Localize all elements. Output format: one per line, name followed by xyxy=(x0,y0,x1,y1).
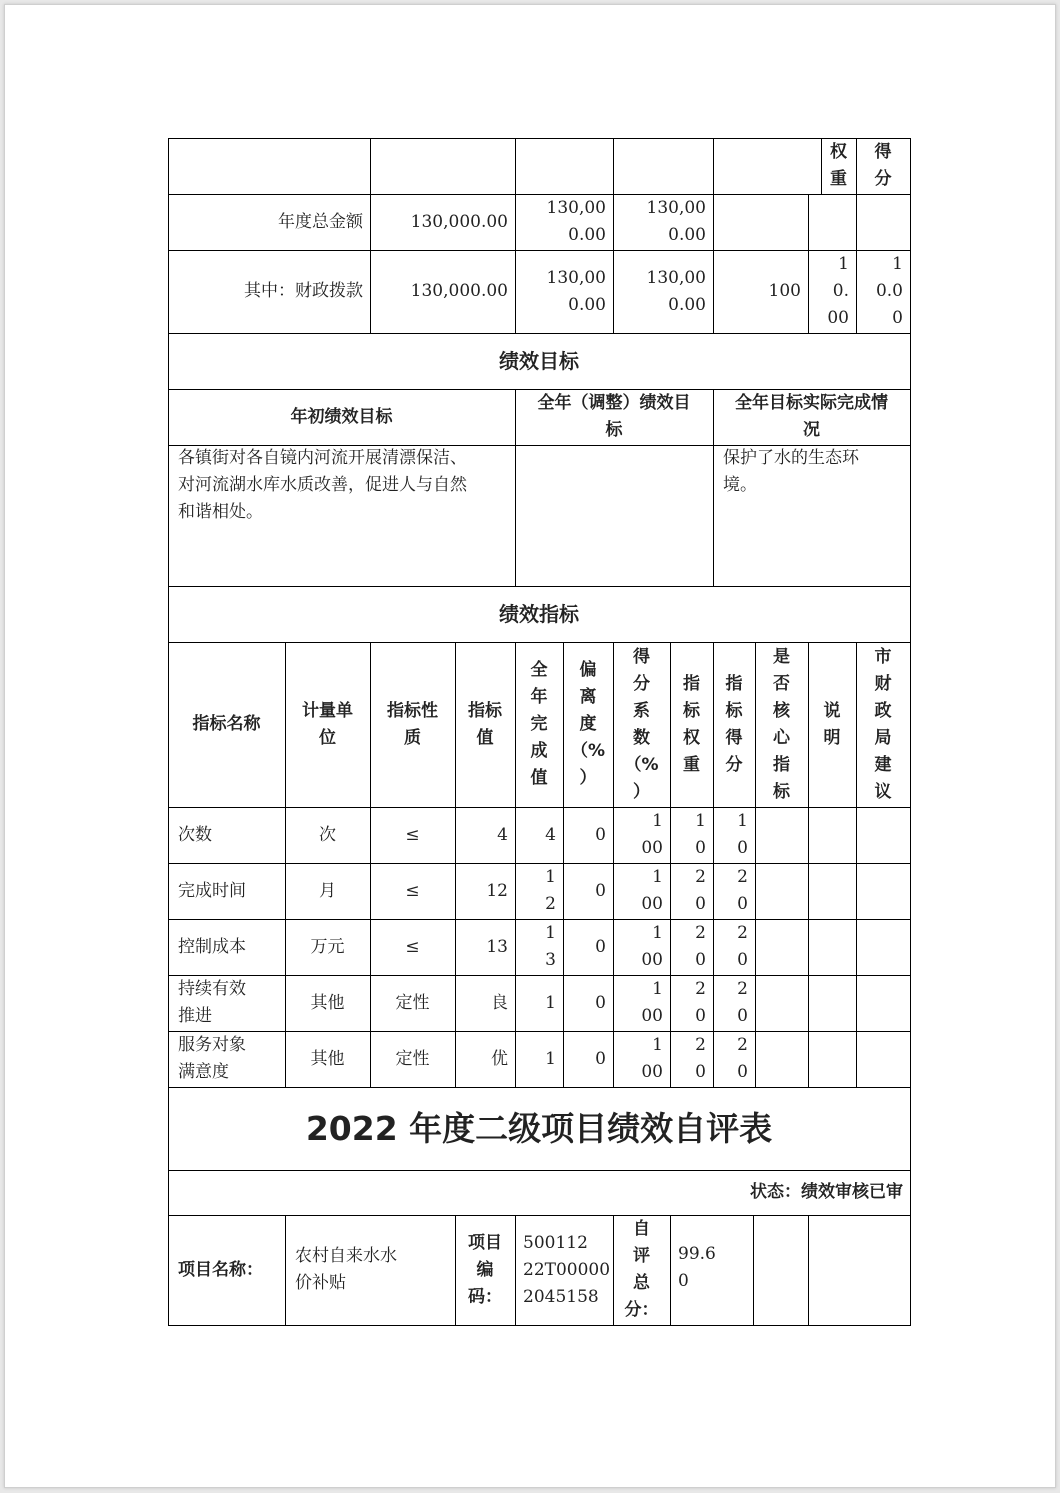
grid-line-horizontal xyxy=(168,975,911,976)
status-badge: 状态：绩效审核已审 xyxy=(750,1182,903,1202)
budget-row-score: 1 0.0 0 xyxy=(875,254,903,328)
indicator-cell-weight: 2 0 xyxy=(695,923,706,970)
indicator-header-score: 指 标 得 分 xyxy=(725,673,743,775)
budget-row-rate xyxy=(713,194,808,250)
grid-line-horizontal xyxy=(168,138,911,139)
indicator-cell-unit: 其他 xyxy=(310,992,345,1013)
grid-line-vertical xyxy=(821,138,822,195)
grid-line-vertical xyxy=(910,138,911,1326)
budget-row-label: 其中：财政拨款 xyxy=(244,281,363,301)
indicator-cell-unit: 月 xyxy=(319,880,336,901)
indicator-cell-score: 2 0 xyxy=(737,1035,748,1082)
indicator-cell-completed: 4 xyxy=(545,824,556,845)
indicator-cell-suggestion xyxy=(856,919,910,975)
self-score-label: 自 评 总 分： xyxy=(624,1219,659,1320)
grid-line-vertical xyxy=(515,194,516,334)
goals-actual-text: 保护了水的生态环 境。 xyxy=(723,448,859,495)
indicator-cell-coefficient: 1 00 xyxy=(641,1035,663,1082)
grid-line-horizontal xyxy=(168,250,911,251)
grid-line-vertical xyxy=(856,138,857,195)
indicator-header-name: 指标名称 xyxy=(192,714,261,734)
indicator-cell-note xyxy=(808,919,856,975)
grid-line-horizontal xyxy=(168,586,911,587)
grid-line-vertical xyxy=(285,1215,286,1326)
document-page xyxy=(4,4,1056,1488)
grid-line-vertical xyxy=(808,194,809,334)
indicator-cell-coefficient: 1 00 xyxy=(641,923,663,970)
grid-line-vertical xyxy=(856,642,857,1088)
goals-initial-text: 各镇街对各自镜内河流开展清漂保洁、 对河流湖水库水质改善，促进人与自然 和谐相处。 xyxy=(178,448,467,522)
grid-line-horizontal xyxy=(168,445,911,446)
indicator-cell-unit: 万元 xyxy=(310,936,345,957)
indicator-cell-unit: 次 xyxy=(319,824,336,845)
grid-line-vertical xyxy=(613,194,614,334)
grid-line-vertical xyxy=(755,642,756,1088)
indicator-cell-value: 12 xyxy=(486,880,508,901)
indicator-cell-nature: 定性 xyxy=(395,992,430,1013)
budget-row-weight: 1 0. 00 xyxy=(827,254,849,328)
grid-line-horizontal xyxy=(168,919,911,920)
budget-row-label: 年度总金额 xyxy=(278,211,363,232)
budget-row-adjusted: 130,00 0.00 xyxy=(546,267,606,315)
indicator-cell-name: 完成时间 xyxy=(178,880,246,901)
budget-row-annual: 130,000.00 xyxy=(410,211,508,232)
budget-row-weight xyxy=(808,194,856,250)
goals-actual-header: 全年目标实际完成情 况 xyxy=(735,393,888,440)
indicator-cell-value: 4 xyxy=(497,824,508,845)
grid-line-vertical xyxy=(370,194,371,334)
indicator-cell-score: 2 0 xyxy=(737,923,748,970)
performance-evaluation-sheet xyxy=(168,138,910,1326)
indicator-cell-weight: 1 0 xyxy=(695,811,706,858)
grid-line-vertical xyxy=(455,1215,456,1326)
indicator-header-weight: 指 标 权 重 xyxy=(683,673,700,775)
budget-row-rate: 100 xyxy=(768,281,801,301)
indicator-cell-completed: 1 3 xyxy=(545,923,556,970)
indicator-cell-deviation: 0 xyxy=(595,1048,606,1069)
indicator-cell-deviation: 0 xyxy=(595,824,606,845)
grid-line-vertical xyxy=(613,1215,614,1326)
indicator-cell-coefficient: 1 00 xyxy=(641,811,663,858)
grid-line-vertical xyxy=(753,1215,754,1326)
grid-line-vertical xyxy=(515,138,516,195)
grid-line-horizontal xyxy=(168,1031,911,1032)
goals-section-title: 绩效目标 xyxy=(499,348,579,373)
grid-line-vertical xyxy=(168,138,169,1326)
grid-line-vertical xyxy=(713,642,714,1088)
budget-score-header: 得 分 xyxy=(874,142,892,189)
indicator-cell-note xyxy=(808,975,856,1031)
indicator-cell-unit: 其他 xyxy=(310,1048,345,1069)
indicator-cell-nature: ≤ xyxy=(405,824,420,845)
indicator-cell-deviation: 0 xyxy=(595,992,606,1013)
indicator-header-core: 是 否 核 心 指 标 xyxy=(773,646,790,802)
indicator-cell-nature: ≤ xyxy=(405,936,420,957)
indicator-cell-note xyxy=(808,1031,856,1087)
indicator-cell-score: 2 0 xyxy=(737,867,748,914)
grid-line-vertical xyxy=(515,389,516,587)
indicator-cell-coefficient: 1 00 xyxy=(641,867,663,914)
indicator-cell-completed: 1 xyxy=(545,992,556,1013)
self-score-value: 99.6 0 xyxy=(678,1244,716,1291)
grid-line-vertical xyxy=(808,1215,809,1326)
indicator-cell-deviation: 0 xyxy=(595,880,606,901)
goals-initial-header: 年初绩效目标 xyxy=(290,406,393,427)
goals-adjusted-text xyxy=(515,445,713,586)
indicator-cell-core xyxy=(755,807,808,863)
indicator-header-deviation: 偏 离 度 （% ） xyxy=(570,660,606,788)
indicator-cell-score: 1 0 xyxy=(737,811,748,858)
indicator-cell-name: 服务对象 满意度 xyxy=(178,1035,246,1082)
grid-line-vertical xyxy=(515,1215,516,1326)
project-name-label: 项目名称： xyxy=(178,1259,263,1280)
indicator-header-value: 指标 值 xyxy=(468,700,502,748)
evaluation-title: 2022 年度二级项目绩效自评表 xyxy=(305,1109,773,1148)
indicator-header-nature: 指标性 质 xyxy=(387,700,438,748)
indicator-header-suggestion: 市 财 政 局 建 议 xyxy=(874,646,892,802)
grid-line-horizontal xyxy=(168,642,911,643)
budget-row-executed: 130,00 0.00 xyxy=(646,267,706,315)
grid-line-vertical xyxy=(670,1215,671,1326)
grid-line-vertical xyxy=(670,642,671,1088)
grid-line-horizontal xyxy=(168,389,911,390)
indicator-cell-nature: ≤ xyxy=(405,880,420,901)
grid-line-vertical xyxy=(713,138,714,195)
indicators-section-title: 绩效指标 xyxy=(499,601,579,626)
indicator-cell-nature: 定性 xyxy=(395,1048,430,1069)
indicator-cell-note xyxy=(808,807,856,863)
indicator-cell-suggestion xyxy=(856,807,910,863)
indicator-cell-deviation: 0 xyxy=(595,936,606,957)
grid-line-vertical xyxy=(455,642,456,1088)
indicator-cell-core xyxy=(755,863,808,919)
indicator-cell-note xyxy=(808,863,856,919)
grid-line-horizontal xyxy=(168,1215,911,1216)
grid-line-vertical xyxy=(856,194,857,334)
budget-row-score xyxy=(856,194,910,250)
indicator-cell-core xyxy=(755,975,808,1031)
grid-line-vertical xyxy=(808,642,809,1088)
grid-line-horizontal xyxy=(168,333,911,334)
indicator-cell-name: 持续有效 推进 xyxy=(178,979,246,1026)
indicator-cell-suggestion xyxy=(856,975,910,1031)
indicator-header-unit: 计量单 位 xyxy=(302,700,353,748)
grid-line-vertical xyxy=(370,642,371,1088)
indicator-header-note: 说 明 xyxy=(823,700,841,748)
grid-line-vertical xyxy=(613,138,614,195)
grid-line-vertical xyxy=(285,642,286,1088)
grid-line-horizontal xyxy=(168,807,911,808)
indicator-cell-weight: 2 0 xyxy=(695,1035,706,1082)
grid-line-vertical xyxy=(563,642,564,1088)
indicator-cell-weight: 2 0 xyxy=(695,979,706,1026)
indicator-cell-suggestion xyxy=(856,863,910,919)
indicator-cell-completed: 1 xyxy=(545,1048,556,1069)
indicator-cell-value: 良 xyxy=(491,992,508,1013)
budget-row-executed: 130,00 0.00 xyxy=(646,198,706,245)
grid-line-vertical xyxy=(370,138,371,195)
project-code-value: 500112 22T00000 2045158 xyxy=(523,1232,611,1307)
indicator-cell-core xyxy=(755,1031,808,1087)
project-name-value: 农村自来水水 价补贴 xyxy=(295,1246,397,1293)
budget-row-annual: 130,000.00 xyxy=(410,281,508,301)
indicator-header-coefficient: 得 分 系 数 （% ） xyxy=(624,646,659,802)
grid-line-vertical xyxy=(613,642,614,1088)
grid-line-vertical xyxy=(713,389,714,587)
indicator-header-completed: 全 年 完 成 值 xyxy=(530,660,548,788)
indicator-cell-score: 2 0 xyxy=(737,979,748,1026)
grid-line-horizontal xyxy=(168,1087,911,1088)
grid-line-horizontal xyxy=(168,1170,911,1171)
indicator-cell-core xyxy=(755,919,808,975)
grid-line-horizontal xyxy=(168,1325,911,1326)
indicator-cell-value: 13 xyxy=(486,936,508,957)
indicator-cell-name: 次数 xyxy=(178,824,212,845)
grid-line-horizontal xyxy=(168,863,911,864)
indicator-cell-value: 优 xyxy=(491,1048,508,1069)
grid-line-vertical xyxy=(515,642,516,1088)
project-code-label: 项目 编 码： xyxy=(468,1232,502,1307)
indicator-cell-coefficient: 1 00 xyxy=(641,979,663,1026)
indicator-cell-completed: 1 2 xyxy=(545,867,556,914)
indicator-cell-name: 控制成本 xyxy=(178,936,246,957)
indicator-cell-weight: 2 0 xyxy=(695,867,706,914)
budget-weight-header: 权 重 xyxy=(830,142,847,189)
grid-line-vertical xyxy=(713,194,714,334)
indicator-cell-suggestion xyxy=(856,1031,910,1087)
goals-adjusted-header: 全年（调整）绩效目 标 xyxy=(537,393,691,440)
budget-row-adjusted: 130,00 0.00 xyxy=(546,198,606,245)
grid-line-horizontal xyxy=(168,194,911,195)
